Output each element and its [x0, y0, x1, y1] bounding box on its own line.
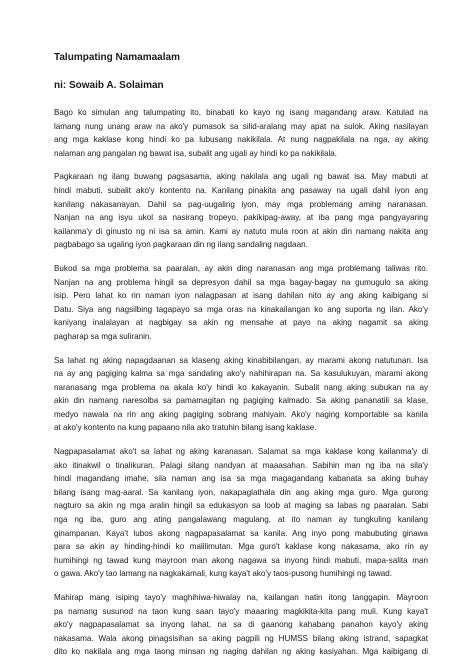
paragraph-line: hindi mabuti, subalit ako'y kontento na. Kanilang pinakita ang pasaway na ugali dahil iyon ang [54, 185, 428, 195]
paragraph-line: kaniyang inalalayan at nagbigay sa akin ng mensahe at payo na aking nagamit sa aking [54, 318, 428, 328]
paragraph-line: kailanma'y di ginusto ng ni isa sa amin. Kami ay natuto mula roon at akin din namang nakita ang [54, 226, 428, 236]
paragraph-line: Datu. Siya ang nagsilbing tagapayo sa mga oras na kinakailangan ko ang suporta ng ilan. Ako'y [54, 304, 428, 314]
paragraph-line: ang mga kaklase kong hindi ko pa lubusang nakikilala. At nung nagpakilala na nga, ay aking [54, 135, 428, 145]
paragraph-line: humihingi ng tawad kung mayroon man akong nagawa sa inyong hindi mabuti, mapa-salita man [54, 555, 428, 565]
paragraph-line: pagbabago sa ugaling iyon pagkaraan din ng ilang sandaling nagdaan. [54, 240, 308, 250]
paragraph-line: Mahirap mang isiping tayo'y maghihiwa-hiwalay na, kailangan natin itong tanggapin. Mayroon [54, 593, 428, 602]
paragraph-line: o gawa. Ako'y tao lamang na nagkakamali, kung kaya't ako'y taos-pusong humihingi ng tawad. [54, 569, 393, 579]
paragraph-line: lamang nung unang araw na ako'y pumasok sa silid-aralang may apat na sulok. Aking nasilayan [54, 121, 428, 131]
paragraph-line: hindi magandang imahe, sila naman ang isa sa mga magagandang kabanata sa aking buhay [54, 474, 428, 484]
paragraph-line: nagturo sa akin ng mga aralin hingil sa edukasyon sa loob at maging sa labas ng paaralan. Sabi [54, 501, 428, 511]
paragraph-line: dito ko nakilala ang mga taong minsan ng naging dahilan ng aking kasiyahan. Mga kaibigang di [54, 647, 428, 657]
paragraph-line: ako'y nagpapasalamat sa inyong lahat, na sa di gaanong kahabang panahon kayo'y aking [54, 620, 428, 630]
paragraph-line: pa namang susunod na taon kung saan tayo'y maaaring magkikita-kita pang muli. Kung kaya't [54, 606, 428, 616]
paragraph-line: ginampanan. Kaya't lubos akong nagpapasalamat sa kanila. Ang inyo pong mabubuting ginawa [54, 528, 428, 538]
document-body [54, 106, 428, 659]
paragraph [54, 262, 428, 344]
paragraph-line: Pagkaraan ng ilang buwang pagsasama, aking nakilala ang ugali ng bawat isa. May mabuti at [54, 172, 428, 182]
paragraph [54, 106, 428, 160]
paragraph [54, 354, 428, 436]
paragraph [54, 170, 428, 252]
paragraph-line: nakasama. Wala akong pinagsisihan sa aking pagpili ng HUMSS bilang aking istrand, sapagkat [54, 633, 428, 643]
paragraph-line: ako itinakwil o tinalikuran. Palagi silang nandyan at maaasahan. Sabihin man ng iba na sila'y [54, 460, 428, 470]
document-title: Talumpating Namamaalam [54, 52, 180, 63]
paragraph [54, 591, 428, 659]
paragraph-line: at ako'y kontento na kung papaano nila ako tratuhin bilang isang kaklase. [54, 423, 317, 433]
paragraph-line: Bukod sa mga problema sa paaralan, ay akin ding naranasan ang mga problemang taliwas rito. [54, 263, 428, 273]
paragraph-line: Sa lahat ng aking napagdaanan sa klaseng aking kinabibilangan, ay marami akong natutunan. Isa [54, 355, 428, 365]
paragraph-line: pagharap sa mga suliranin. [54, 331, 152, 341]
paragraph-line: Nanjan na ang problema hingil sa depresyon dahil sa mga bagay-bagay na gumugulo sa aking [54, 277, 428, 287]
paragraph-line: Nagpapasalamat ako't sa lahat ng aking karanasan. Salamat sa mga kaklase kong kailanma'y di [54, 447, 428, 457]
paragraph-line: na ay ang pagiging kalma sa mga sandaling ako'y nahihirapan na. Sa kasulukuyan, marami akong [54, 369, 428, 379]
paragraph-line: naranasang mga problema na akala ko'y hindi ko kakayanin. Subalit nang aking subukan na ay [54, 382, 428, 392]
paragraph-line: medyo nawala na rin ang aking pagiging sobrang mahiyain. Ako'y naging komportable sa kanila [54, 409, 428, 419]
paragraph-line: nalaman ang pangalan ng bawat isa, subalit ang ugali ay hindi ko pa nakikilala. [54, 148, 338, 158]
author-line: ni: Sowaib A. Solaiman [54, 80, 164, 91]
paragraph-line: isip. Pero lahat ko rin naman iyon nalagpasan at isang dahilan nito ay ang aking kaibigang si [54, 291, 428, 301]
paragraph-line: kanilang nakasanayan. Dahil sa pag-uugaling iyon, may mga problemang aming naranasan. [54, 199, 428, 209]
paragraph-line: nga ng iba, guro ang ating pangalawang magulang, at ito naman ay tungkuling kanilang [54, 515, 428, 525]
paragraph-line: bilang isang mag-aaral. Sa kanilang iyon, nakapaglathala din ang aking mga guro. Mga gurong [54, 487, 428, 497]
paragraph-line: Nanjan na ang isyu ukol sa nasirang tropeyo, pakikipag-away, at iba pang mga pangyayaring [54, 213, 428, 223]
paragraph-line: Bago ko simulan ang talumpating ito, binabati ko kayo ng isang magandang araw. Katulad na [54, 108, 428, 117]
paragraph [54, 445, 428, 581]
paragraph-line: akin din namang naresolba sa pamamagitan ng pagiging kalmado. Sa aking pananatili sa klase, [54, 396, 428, 406]
paragraph-line: para sa akin ay hinding-hindi ko malilimutan. Mga guro't kaklase kong nakasama, ako rin ay [54, 542, 428, 552]
